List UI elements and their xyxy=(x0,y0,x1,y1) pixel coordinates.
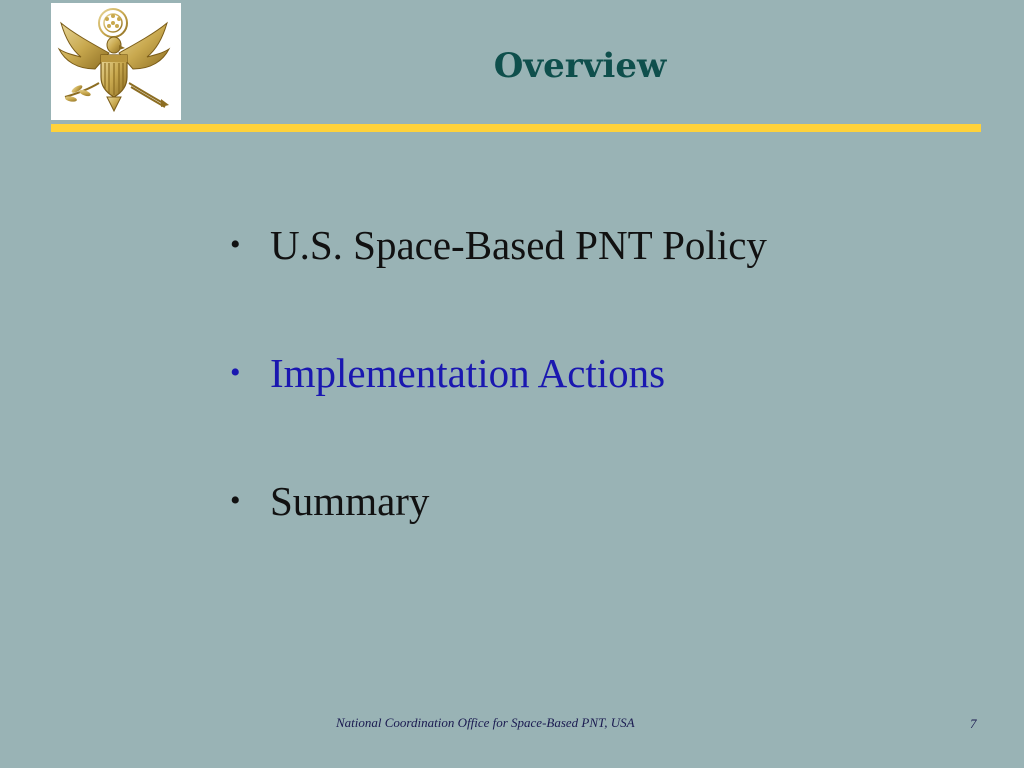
bullet-text: U.S. Space-Based PNT Policy xyxy=(270,222,767,268)
slide-footer: National Coordination Office for Space-Based PNT, USA xyxy=(336,715,635,730)
bullet-text: Implementation Actions xyxy=(270,350,666,396)
logo xyxy=(51,3,181,120)
bullet-text: Summary xyxy=(270,478,430,524)
bullet-dot: • xyxy=(230,228,241,261)
great-seal-eagle-icon xyxy=(51,3,181,120)
title-divider xyxy=(51,124,981,132)
bullet-dot: • xyxy=(230,484,241,517)
slide-title: Overview xyxy=(493,46,667,86)
bullet-dot: • xyxy=(230,356,241,389)
page-number: 7 xyxy=(970,716,977,731)
